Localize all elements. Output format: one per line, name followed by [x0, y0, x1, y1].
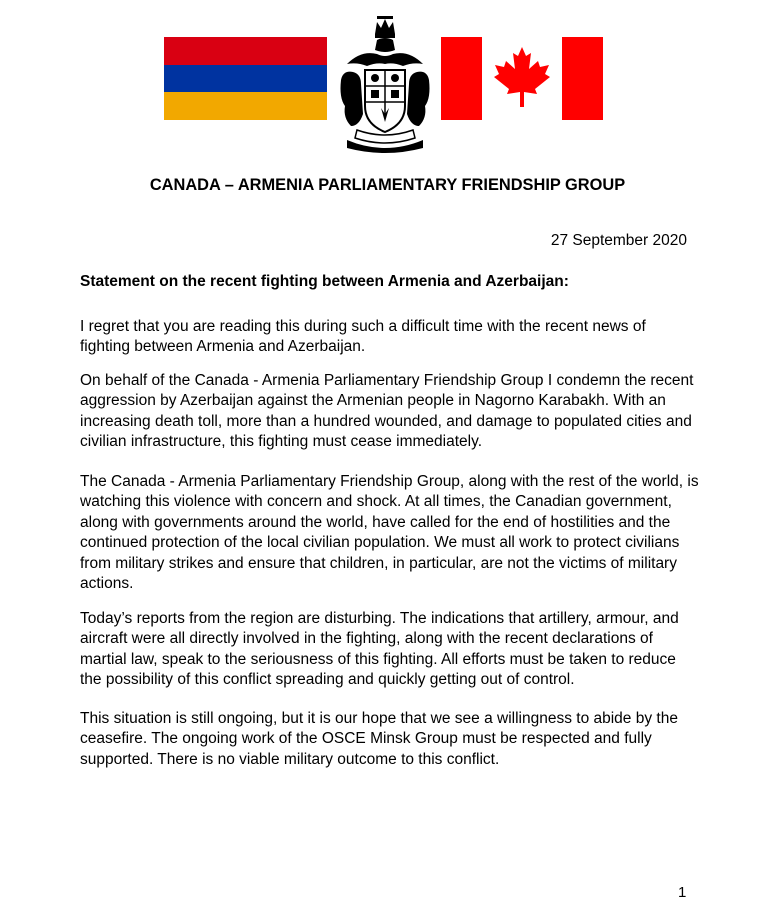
canada-flag: [441, 37, 603, 120]
paragraph-2: On behalf of the Canada - Armenia Parliamentary Friendship Group I condemn the recent aggression by Azerbaijan against the Armenian people in Nagorno Karabakh. With an increasing death toll, more than a hundred wounded, and damage to populated cities and civilian infrastructure, this fighting must cease immediately.: [80, 372, 694, 451]
armenia-flag: [164, 37, 327, 120]
armenia-flag-blue-stripe: [164, 65, 327, 93]
armenia-flag-red-stripe: [164, 37, 327, 65]
paragraph-5: This situation is still ongoing, but it is our hope that we see a willingness to abide by the ceasefire. The ongoing work of the OSCE Minsk Group must be respected and fully supported. There is no viable military outcome to this conflict.: [80, 710, 678, 768]
paragraph-4: Today’s reports from the region are disturbing. The indications that artillery, armour, and aircraft were all directly involved in the fighting, along with the recent declarations of martial law, speak to the seriousness of this fighting. All efforts must be taken to reduce the possibility of this conflict spreading and quickly getting out of control.: [80, 610, 679, 689]
document-date: 27 September 2020: [550, 232, 687, 249]
header-flags: [0, 0, 775, 160]
paragraph-1: I regret that you are reading this during such a difficult time with the recent news of fighting between Armenia and Azerbaijan.: [80, 318, 646, 356]
armenia-flag-orange-stripe: [164, 92, 327, 120]
canada-flag-left-band: [441, 37, 482, 120]
paragraph-3: The Canada - Armenia Parliamentary Friendship Group, along with the rest of the world, is watching this violence with concern and shock. At all times, the Canadian government, along with governments around the world, have called for the end of hostilities and the continued protection of the local civilian population. We must all work to protect civilians from military strikes and ensure that children, in particular, are not the victims of military actions.: [80, 473, 699, 593]
canada-coat-of-arms-icon: [337, 14, 433, 154]
canada-flag-right-band: [562, 37, 603, 120]
page-number: 1: [678, 884, 687, 901]
statement-heading: Statement on the recent fighting between Armenia and Azerbaijan:: [80, 273, 569, 290]
document-title: CANADA – ARMENIA PARLIAMENTARY FRIENDSHIP GROUP: [149, 176, 626, 194]
